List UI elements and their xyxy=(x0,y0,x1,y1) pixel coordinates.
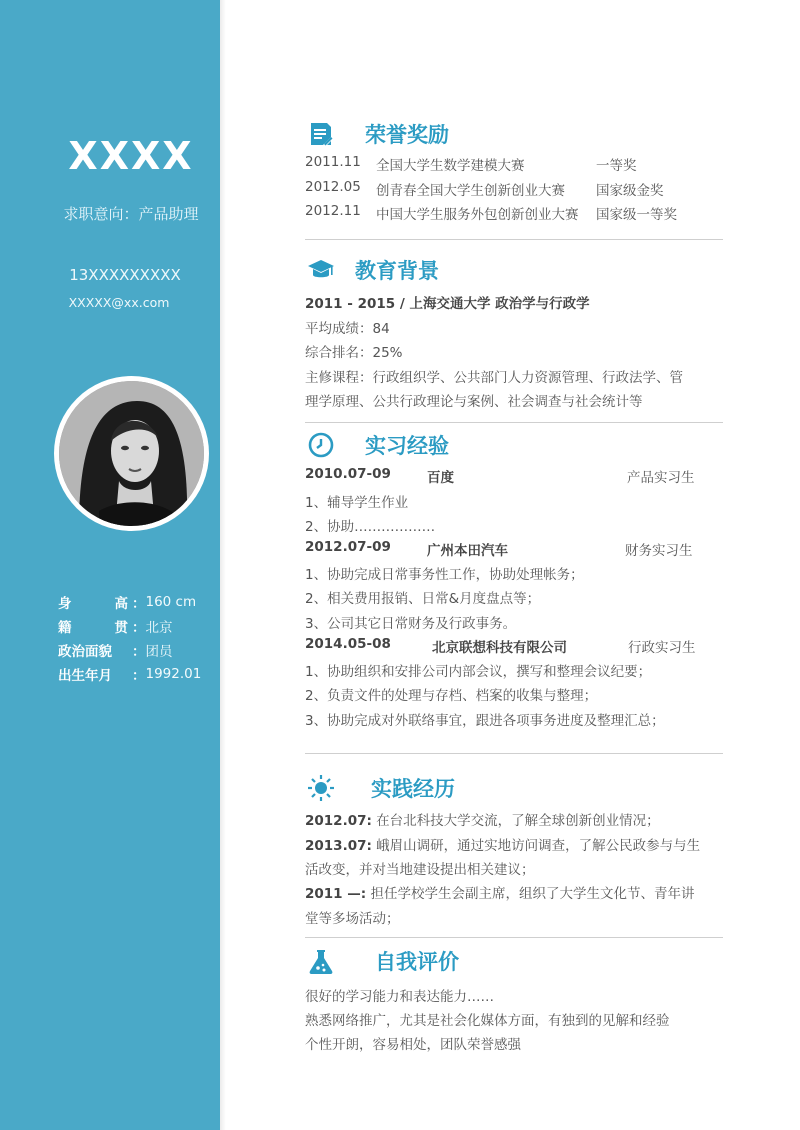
section-title: 教育背景 xyxy=(355,259,439,283)
candidate-name: XXXX xyxy=(68,134,194,178)
honor-award: 国家级金奖 xyxy=(596,183,664,199)
job-company: 北京联想科技有限公司 xyxy=(432,640,567,656)
honor-name: 全国大学生数学建模大赛 xyxy=(376,158,525,174)
education-gpa: 平均成绩：84 xyxy=(305,321,390,337)
job-duty: 1、协助完成日常事务性工作，协助处理帐务； xyxy=(305,567,584,583)
divider xyxy=(305,422,723,423)
job-company: 百度 xyxy=(427,470,454,486)
section-self-header xyxy=(305,945,459,977)
sidebar-shadow xyxy=(220,0,226,1130)
honor-name: 中国大学生服务外包创新创业大赛 xyxy=(376,207,579,223)
graduation-cap-icon xyxy=(305,254,337,286)
document-icon xyxy=(305,118,337,150)
section-education-header xyxy=(305,254,439,286)
section-title: 荣誉奖励 xyxy=(365,123,449,147)
self-line: 个性开朗，容易相处，团队荣誉感强 xyxy=(305,1037,521,1053)
job-duty: 3、协助完成对外联络事宜，跟进各项事务进度及整理汇总； xyxy=(305,713,665,729)
honor-item: 2012.05 xyxy=(305,179,361,195)
job-duty: 3、公司其它日常财务及行政事务。 xyxy=(305,616,517,632)
job-duty: 2、相关费用报销、日常&月度盘点等； xyxy=(305,591,541,607)
self-line: 很好的学习能力和表达能力…… xyxy=(305,989,494,1005)
section-title: 实习经验 xyxy=(365,434,449,458)
personal-info xyxy=(58,590,201,686)
job-duty: 2、协助……………… xyxy=(305,519,436,535)
phone-number: 13XXXXXXXXX xyxy=(69,266,181,284)
info-label: 身 高 xyxy=(58,596,128,612)
sun-icon xyxy=(305,772,337,804)
info-label: 政 治 面 貌 xyxy=(58,644,112,660)
education-courses: 主修课程：行政组织学、公共部门人力资源管理、行政法学、管 xyxy=(305,370,683,386)
practice-item: 2012.07: 在台北科技大学交流，了解全球创新创业情况； xyxy=(305,813,660,829)
section-honors-header xyxy=(305,118,449,150)
section-internship-header xyxy=(305,429,449,461)
avatar xyxy=(54,376,209,531)
job-date: 2012.07-09 xyxy=(305,539,391,555)
job-role: 产品实习生 xyxy=(627,470,695,486)
info-label: 出 生 年 月 xyxy=(58,668,112,684)
info-value: 北京 xyxy=(145,620,173,636)
section-practice-header xyxy=(305,772,455,804)
honor-name: 创青春全国大学生创新创业大赛 xyxy=(376,183,565,199)
honor-award: 一等奖 xyxy=(596,158,637,174)
job-date: 2010.07-09 xyxy=(305,466,391,482)
practice-item: 堂等多场活动； xyxy=(305,911,400,927)
info-political: 政 治 面 貌 ： 团员 xyxy=(58,638,201,662)
info-value: 团员 xyxy=(145,644,173,660)
self-line: 熟悉网络推广，尤其是社会化媒体方面，有独到的见解和经验 xyxy=(305,1013,670,1029)
education-rank: 综合排名：25% xyxy=(305,345,403,361)
section-title: 实践经历 xyxy=(371,777,455,801)
job-duty: 1、协助组织和安排公司内部会议，撰写和整理会议纪要； xyxy=(305,664,652,680)
info-value: 160 cm xyxy=(145,594,197,610)
divider xyxy=(305,239,723,240)
education-courses: 理学原理、公共行政理论与案例、社会调查与社会统计等 xyxy=(305,394,643,410)
info-birth: 出 生 年 月 ： 1992.01 xyxy=(58,666,202,684)
section-title: 自我评价 xyxy=(375,950,459,974)
practice-item: 2013.07: 峨眉山调研，通过实地访问调查，了解公民政参与与生 xyxy=(305,838,701,854)
honor-item: 2012.11 xyxy=(305,203,361,219)
info-value: 1992.01 xyxy=(145,666,202,682)
info-height: 身 高 ： 160 cm xyxy=(58,594,197,612)
divider xyxy=(305,937,723,938)
divider xyxy=(305,753,723,754)
education-headline: 2011 - 2015 / 上海交通大学 政治学与行政学 xyxy=(305,296,590,312)
job-date: 2014.05-08 xyxy=(305,636,391,652)
job-duty: 2、负责文件的处理与存档、档案的收集与整理； xyxy=(305,688,598,704)
job-company: 广州本田汽车 xyxy=(427,543,508,559)
job-duty: 1、辅导学生作业 xyxy=(305,495,409,511)
practice-item: 2011 —: 担任学校学生会副主席，组织了大学生文化节、青年讲 xyxy=(305,886,695,902)
practice-item: 活改变，并对当地建设提出相关建议； xyxy=(305,862,535,878)
info-hometown: 籍 贯 ： 北京 xyxy=(58,614,201,638)
clock-icon xyxy=(305,429,337,461)
honor-item: 2011.11 xyxy=(305,154,361,170)
email-address: XXXXX@xx.com xyxy=(68,295,170,310)
job-role: 行政实习生 xyxy=(628,640,696,656)
info-label: 籍 贯 xyxy=(58,620,128,636)
job-intent: 求职意向：产品助理 xyxy=(63,205,199,223)
flask-icon xyxy=(305,945,337,977)
job-role: 财务实习生 xyxy=(625,543,693,559)
honor-award: 国家级一等奖 xyxy=(596,207,677,223)
portrait-photo-icon xyxy=(59,381,204,526)
sidebar xyxy=(0,0,220,1130)
